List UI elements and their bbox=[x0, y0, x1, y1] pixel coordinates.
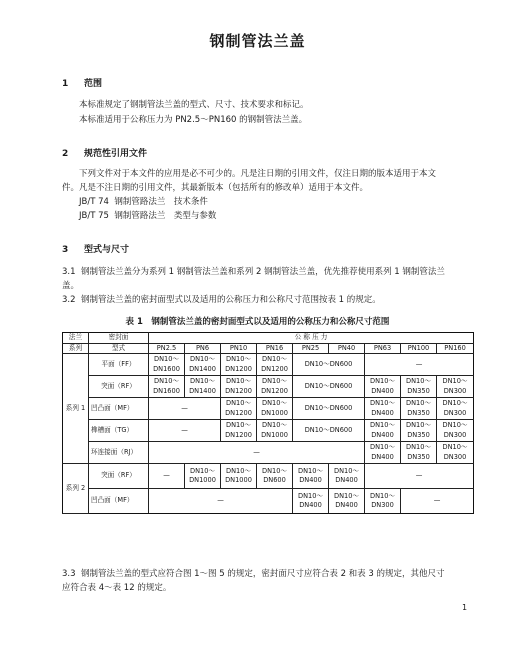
table-cell: — bbox=[365, 464, 474, 489]
table-cell: DN10～ DN1200 bbox=[257, 376, 293, 398]
header-seal-top: 密封面 bbox=[89, 333, 149, 344]
table-cell: DN10～ DN400 bbox=[365, 376, 401, 398]
section-2-para-1a: 下列文件对于本文件的应用是必不可少的。凡是注日期的引用文件，仅注日期的版本适用于本文 bbox=[79, 169, 437, 179]
table-row-mf bbox=[63, 398, 474, 420]
table-cell: DN10～DN600 bbox=[293, 354, 365, 376]
table-cell: DN10～ DN300 bbox=[437, 376, 474, 398]
table-cell: DN10～ DN1000 bbox=[221, 464, 257, 489]
table-row-tg bbox=[63, 420, 474, 442]
table-cell: DN10～ DN400 bbox=[365, 442, 401, 464]
header-pn-5: PN25 bbox=[293, 343, 329, 354]
section-1-para-1: 本标准规定了钢制管法兰盖的型式、尺寸、技术要求和标记。 bbox=[79, 100, 309, 110]
table-row-rf bbox=[63, 376, 474, 398]
table-cell: DN10～ DN300 bbox=[437, 398, 474, 420]
header-pn-4: PN16 bbox=[257, 343, 293, 354]
table-cell: DN10～ DN350 bbox=[401, 420, 437, 442]
clause-3-3b: 应符合表 4～表 12 的规定。 bbox=[62, 583, 172, 593]
table-cell: DN10～ DN300 bbox=[437, 442, 474, 464]
table-cell: DN10～ DN400 bbox=[365, 398, 401, 420]
header-seal-bottom: 型式 bbox=[89, 343, 149, 354]
seal-rf-series-2: 突面（RF） bbox=[89, 464, 149, 489]
table-cell: DN10～ DN1600 bbox=[149, 376, 185, 398]
table-row-rf-series-2 bbox=[63, 464, 474, 489]
section-2-para-1b: 件。凡是不注日期的引用文件，其最新版本（包括所有的修改单）适用于本文件。 bbox=[62, 183, 369, 193]
table-1 bbox=[62, 332, 474, 514]
table-cell: DN10～ DN400 bbox=[293, 464, 329, 489]
table-cell: DN10～ DN350 bbox=[401, 376, 437, 398]
table-header-row-1 bbox=[63, 333, 474, 344]
table-cell: DN10～ DN400 bbox=[293, 489, 329, 514]
table-cell: DN10～ DN350 bbox=[401, 398, 437, 420]
seal-tg: 榫槽面（TG） bbox=[89, 420, 149, 442]
seal-rj: 环连接面（RJ） bbox=[89, 442, 149, 464]
table-row-mf-series-2 bbox=[63, 489, 474, 514]
table-cell: DN10～ DN1200 bbox=[221, 398, 257, 420]
document-title: 钢制管法兰盖 bbox=[209, 32, 306, 50]
header-pn-2: PN6 bbox=[185, 343, 221, 354]
table-cell: — bbox=[149, 398, 221, 420]
clause-3-1b: 盖。 bbox=[62, 281, 80, 291]
table-cell: DN10～ DN1000 bbox=[185, 464, 221, 489]
header-pn-9: PN160 bbox=[437, 343, 474, 354]
table-cell: DN10～ DN400 bbox=[329, 464, 365, 489]
table-cell: — bbox=[149, 489, 293, 514]
table-cell: DN10～ DN1200 bbox=[221, 376, 257, 398]
seal-mf-series-2: 凹凸面（MF） bbox=[89, 489, 149, 514]
section-1-para-2: 本标准适用于公称压力为 PN2.5～PN160 的钢制管法兰盖。 bbox=[79, 115, 308, 125]
table-cell: DN10～DN600 bbox=[293, 398, 365, 420]
header-pn-3: PN10 bbox=[221, 343, 257, 354]
table-cell: DN10～ DN400 bbox=[329, 489, 365, 514]
table-cell: — bbox=[149, 442, 365, 464]
section-2-heading: 2 规范性引用文件 bbox=[62, 149, 148, 159]
seal-mf: 凹凸面（MF） bbox=[89, 398, 149, 420]
table-row-ff bbox=[63, 354, 474, 376]
reference-2: JB/T 75 钢制管路法兰 类型与参数 bbox=[79, 211, 217, 221]
table-cell: DN10～ DN1600 bbox=[149, 354, 185, 376]
clause-3-1a: 3.1 钢制管法兰盖分为系列 1 钢制管法兰盖和系列 2 钢制管法兰盖，优先推荐使用系列 1 钢制管法兰 bbox=[62, 267, 445, 277]
clause-3-2: 3.2 钢制管法兰盖的密封面型式以及适用的公称压力和公称尺寸范围按表 1 的规定。 bbox=[62, 295, 381, 305]
table-cell: DN10～ DN350 bbox=[401, 442, 437, 464]
clause-3-3a: 3.3 钢制管法兰盖的型式应符合图 1～图 5 的规定，密封面尺寸应符合表 2 和表 3 的规定，其他尺寸 bbox=[62, 569, 445, 579]
seal-ff: 平面（FF） bbox=[89, 354, 149, 376]
table-cell: DN10～DN600 bbox=[293, 376, 365, 398]
table-1-caption: 表 1 钢制管法兰盖的密封面型式以及适用的公称压力和公称尺寸范围 bbox=[125, 317, 390, 327]
header-flange-bottom: 系列 bbox=[63, 343, 89, 354]
seal-rf: 突面（RF） bbox=[89, 376, 149, 398]
table-header-row-2 bbox=[63, 343, 474, 354]
table-cell: DN10～ DN1200 bbox=[221, 420, 257, 442]
table-cell: DN10～ DN300 bbox=[365, 489, 401, 514]
table-row-rj bbox=[63, 442, 474, 464]
table-cell: — bbox=[401, 489, 474, 514]
section-1-heading: 1 范围 bbox=[62, 79, 103, 89]
section-3-heading: 3 型式与尺寸 bbox=[62, 245, 130, 255]
series-2-label: 系列 2 bbox=[63, 464, 89, 514]
header-pn-8: PN100 bbox=[401, 343, 437, 354]
table-cell: DN10～ DN1200 bbox=[257, 354, 293, 376]
series-1-label: 系列 1 bbox=[63, 354, 89, 464]
header-pressure: 公 称 压 力 bbox=[149, 333, 474, 344]
table-cell: DN10～ DN1200 bbox=[221, 354, 257, 376]
table-cell: DN10～ DN300 bbox=[437, 420, 474, 442]
table-cell: DN10～ DN1400 bbox=[185, 354, 221, 376]
table-cell: DN10～ DN400 bbox=[365, 420, 401, 442]
header-pn-7: PN63 bbox=[365, 343, 401, 354]
table-cell: DN10～ DN600 bbox=[257, 464, 293, 489]
header-pn-1: PN2.5 bbox=[149, 343, 185, 354]
table-cell: — bbox=[149, 464, 185, 489]
table-cell: DN10～ DN1000 bbox=[257, 420, 293, 442]
table-cell: — bbox=[365, 354, 474, 376]
header-pn-6: PN40 bbox=[329, 343, 365, 354]
table-cell: DN10～DN600 bbox=[293, 420, 365, 442]
page-number: 1 bbox=[462, 603, 468, 612]
table-cell: DN10～ DN1400 bbox=[185, 376, 221, 398]
table-cell: DN10～ DN1000 bbox=[257, 398, 293, 420]
table-cell: — bbox=[149, 420, 221, 442]
reference-1: JB/T 74 钢制管路法兰 技术条件 bbox=[79, 197, 208, 207]
header-flange-top: 法兰 bbox=[63, 333, 89, 344]
